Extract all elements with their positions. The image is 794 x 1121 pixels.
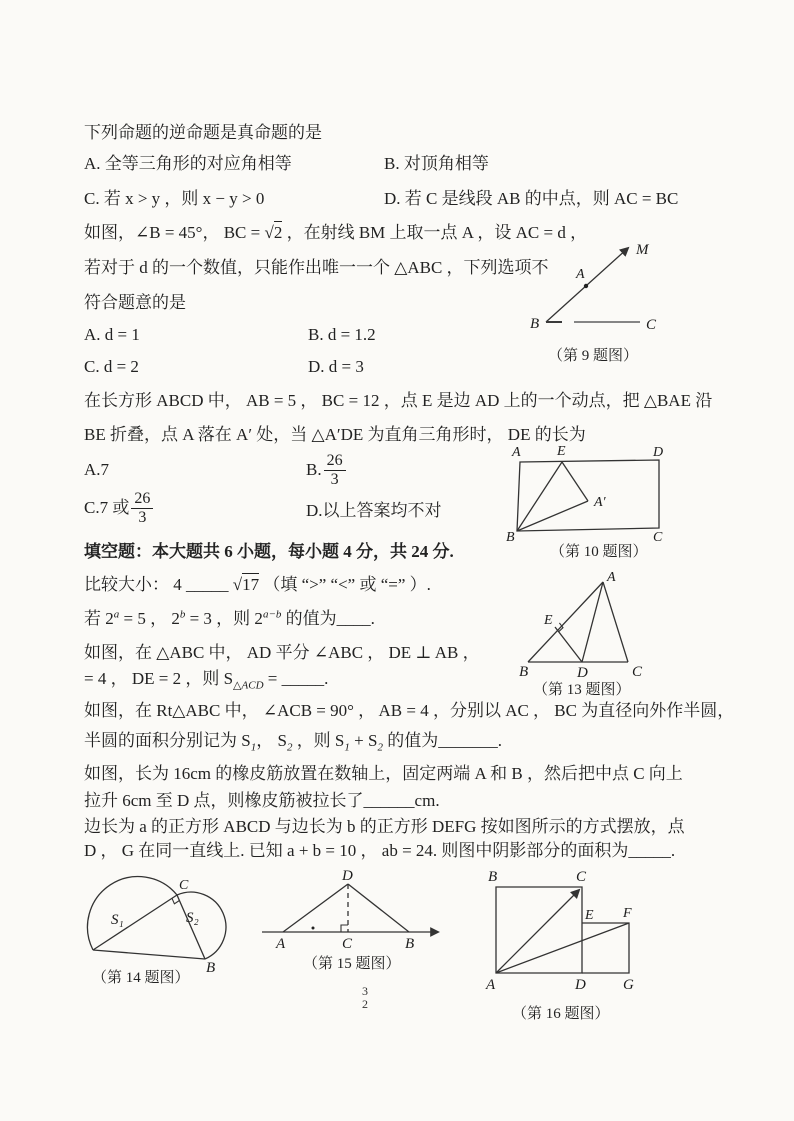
fraction-numerator: 26 [131, 490, 153, 509]
diagonal-AC [496, 890, 579, 973]
q10-option-b [306, 452, 348, 490]
q10-line-2: BE 折叠，点 A 落在 A′ 处，当 △A′DE 为直角三角形时， DE 的长为 [84, 425, 586, 444]
q12-line [84, 608, 375, 629]
fraction-denominator: 3 [138, 509, 147, 527]
label-A: A [512, 445, 521, 460]
segment-BA [528, 582, 603, 662]
segment-EA2 [562, 462, 588, 501]
q8-option-b: B. 对顶角相等 [384, 154, 489, 173]
point-A-dot [584, 284, 588, 288]
q9-line-3: 符合题意的是 [84, 293, 186, 312]
segment-AD [283, 884, 348, 932]
q15-line-2: 拉升 6cm 至 D 点，则橡皮筋被拉长了______cm. [84, 791, 440, 810]
segment-AC [603, 582, 628, 662]
q12-exponent-a: a [113, 608, 120, 621]
q9-options-row-2 [84, 356, 364, 377]
label-F: F [623, 906, 632, 921]
q15-line-1: 如图，长为 16cm 的橡皮筋放置在数轴上，固定两端 A 和 B ，然后把中点 C 向上 [84, 764, 683, 783]
q8-option-d: D. 若 C 是线段 AB 的中点，则 AC = BC [384, 189, 679, 208]
q11-pre: 比较大小： 4 _____ √ [84, 575, 243, 594]
tick-dot [312, 927, 315, 930]
q8-prompt: 下列命题的逆命题是真命题的是 [84, 123, 322, 142]
label-B: B [488, 869, 498, 885]
q14-p2: ， S [256, 731, 287, 750]
q8-options-row-2 [84, 188, 678, 209]
q16-line-1: 边长为 a 的正方形 ABCD 与边长为 b 的正方形 DEFG 按如图所示的方式摆放，点 [84, 817, 685, 836]
semicircle-on-CB [177, 892, 226, 959]
q14-sub-2: 2 [286, 741, 293, 754]
q10-options-row-1 [84, 452, 348, 490]
q10-option-c [84, 490, 306, 528]
right-angle-mark-C [341, 925, 348, 932]
q14-line-2 [84, 730, 502, 754]
q13-area-subscript: △ACD [233, 679, 264, 692]
q14-p1: 半圆的面积分别记为 S [84, 731, 251, 750]
q13-l2p2: = _____. [263, 669, 329, 688]
q13-l2p1: = 4 ， DE = 2 ，则 S [84, 669, 234, 688]
page-number-bottom: 2 [362, 997, 368, 1011]
q13-line-2 [84, 668, 329, 692]
figure-q13-triangle-bisector [506, 570, 686, 678]
q14-sub-1: 1 [250, 741, 257, 754]
label-D: D [577, 665, 588, 678]
label-B: B [506, 530, 515, 542]
label-A-prime: A′ [594, 495, 606, 510]
q12-p1: 若 2 [84, 609, 114, 628]
figure-q15-caption: （第 15 题图） [303, 956, 401, 972]
label-B: B [530, 316, 540, 332]
diagonal-AF [496, 923, 629, 973]
q10-option-b-fraction [324, 452, 346, 490]
figure-q9-caption: （第 9 题图） [548, 348, 639, 364]
q10-options-row-2 [84, 490, 442, 528]
q11-post: （填 “>” “<” 或 “=” ）. [259, 575, 431, 594]
figure-q10-rectangle-fold [504, 442, 719, 542]
q8-options-row-1 [84, 153, 489, 174]
segment-AC [93, 895, 177, 950]
figure-q16-caption: （第 16 题图） [512, 1006, 610, 1022]
segment-BE [517, 462, 562, 531]
segment-ED [555, 627, 582, 662]
figure-q16-two-squares [478, 860, 658, 998]
q9-options-row-1 [84, 324, 376, 345]
label-S1: S₁ [111, 912, 124, 928]
label-S2: S₂ [186, 910, 199, 926]
figure-q13-caption: （第 13 题图） [533, 682, 631, 698]
q11-sqrt-radicand: 17 [242, 575, 260, 594]
rectangle-ABCD [517, 460, 659, 531]
q14-line-1: 如图，在 Rt△ABC 中， ∠ACB = 90° ， AB = 4 ，分别以 AC ， BC 为直径向外作半圆， [84, 701, 735, 720]
label-G: G [623, 977, 634, 993]
label-C: C [342, 936, 353, 952]
q12-p4: 的值为____. [281, 609, 375, 628]
fill-section-header: 填空题：本大题共 6 小题，每小题 4 分，共 24 分. [84, 542, 454, 561]
label-M: M [636, 242, 649, 258]
figure-q14-caption: （第 14 题图） [92, 970, 190, 986]
q11-line [84, 574, 431, 595]
figure-q14-semicircles [55, 858, 250, 976]
q9-option-d: D. d = 3 [308, 357, 364, 376]
q9-sqrt-radicand: 2 [273, 223, 283, 242]
label-A: A [607, 570, 616, 585]
segment-DB [348, 884, 409, 932]
square-DEFG [582, 923, 629, 973]
q10-option-a: A.7 [84, 460, 110, 479]
segment-AB [93, 950, 205, 959]
label-B: B [405, 936, 415, 952]
q9-option-a: A. d = 1 [84, 325, 140, 344]
q14-p5: 的值为_______. [382, 731, 502, 750]
label-A: A [276, 936, 286, 952]
q9-option-c: C. d = 2 [84, 357, 139, 376]
q12-p3: = 3 ，则 2 [185, 609, 263, 628]
q16-line-2: D ， G 在同一直线上. 已知 a + b = 10 ， ab = 24. 则图中阴影部分的面积为_____. [84, 841, 676, 860]
fraction-denominator: 3 [330, 471, 339, 489]
q12-p2: = 5 ， 2 [119, 609, 180, 628]
figure-q15-number-line [256, 868, 456, 954]
label-C: C [653, 530, 663, 542]
label-E: E [544, 613, 553, 628]
label-E: E [585, 908, 594, 923]
q9-line1-pre: 如图，∠B = 45°， BC = √ [84, 223, 274, 242]
q12-exponent-a-minus-b: a−b [262, 608, 282, 621]
label-D: D [575, 977, 586, 993]
label-C: C [632, 664, 643, 678]
label-D: D [342, 868, 353, 884]
q10-option-c-fraction [131, 490, 153, 528]
q10-option-c-prefix: C.7 或 [84, 497, 130, 517]
q8-option-a: A. 全等三角形的对应角相等 [84, 154, 292, 173]
figure-q10-caption: （第 10 题图） [550, 544, 648, 560]
label-D: D [653, 445, 664, 460]
fraction-numerator: 26 [324, 452, 346, 471]
label-C: C [179, 878, 189, 893]
label-C: C [576, 869, 587, 885]
q10-option-b-prefix: B. [306, 459, 322, 479]
segment-BA2 [517, 501, 588, 531]
q12-exponent-b: b [179, 608, 186, 621]
label-A: A [576, 267, 585, 282]
q14-sub-4: 2 [377, 741, 383, 754]
figure-q9-angle-ray [528, 236, 728, 348]
q10-option-d: D.以上答案均不对 [306, 501, 442, 520]
q14-p4: + S [349, 731, 378, 750]
label-B: B [519, 664, 529, 678]
q10-line-1: 在长方形 ABCD 中， AB = 5 ， BC = 12 ，点 E 是边 AD 上的一个动点，把 △BAE 沿 [84, 391, 713, 410]
label-B: B [206, 960, 216, 976]
page-number-top: 3 [362, 984, 368, 998]
label-C: C [646, 317, 657, 333]
q8-option-c: C. 若 x > y ，则 x − y > 0 [84, 189, 265, 208]
q9-line-1 [84, 222, 587, 243]
semicircle-on-AC [88, 877, 177, 950]
q9-line-2: 若对于 d 的一个数值，只能作出唯一一个 △ABC ，下列选项不 [84, 258, 549, 277]
q14-p3: ，则 S [292, 731, 345, 750]
q14-sub-3: 1 [344, 741, 350, 754]
label-E: E [557, 444, 566, 459]
q9-option-b: B. d = 1.2 [308, 325, 376, 344]
label-A: A [486, 977, 496, 993]
q9-line1-post: ，在射线 BM 上取一点 A ，设 AC = d ， [282, 223, 588, 242]
segment-CB [177, 895, 205, 959]
q13-line-1: 如图，在 △ABC 中， AD 平分 ∠ABC ， DE ⊥ AB ， [84, 643, 480, 662]
